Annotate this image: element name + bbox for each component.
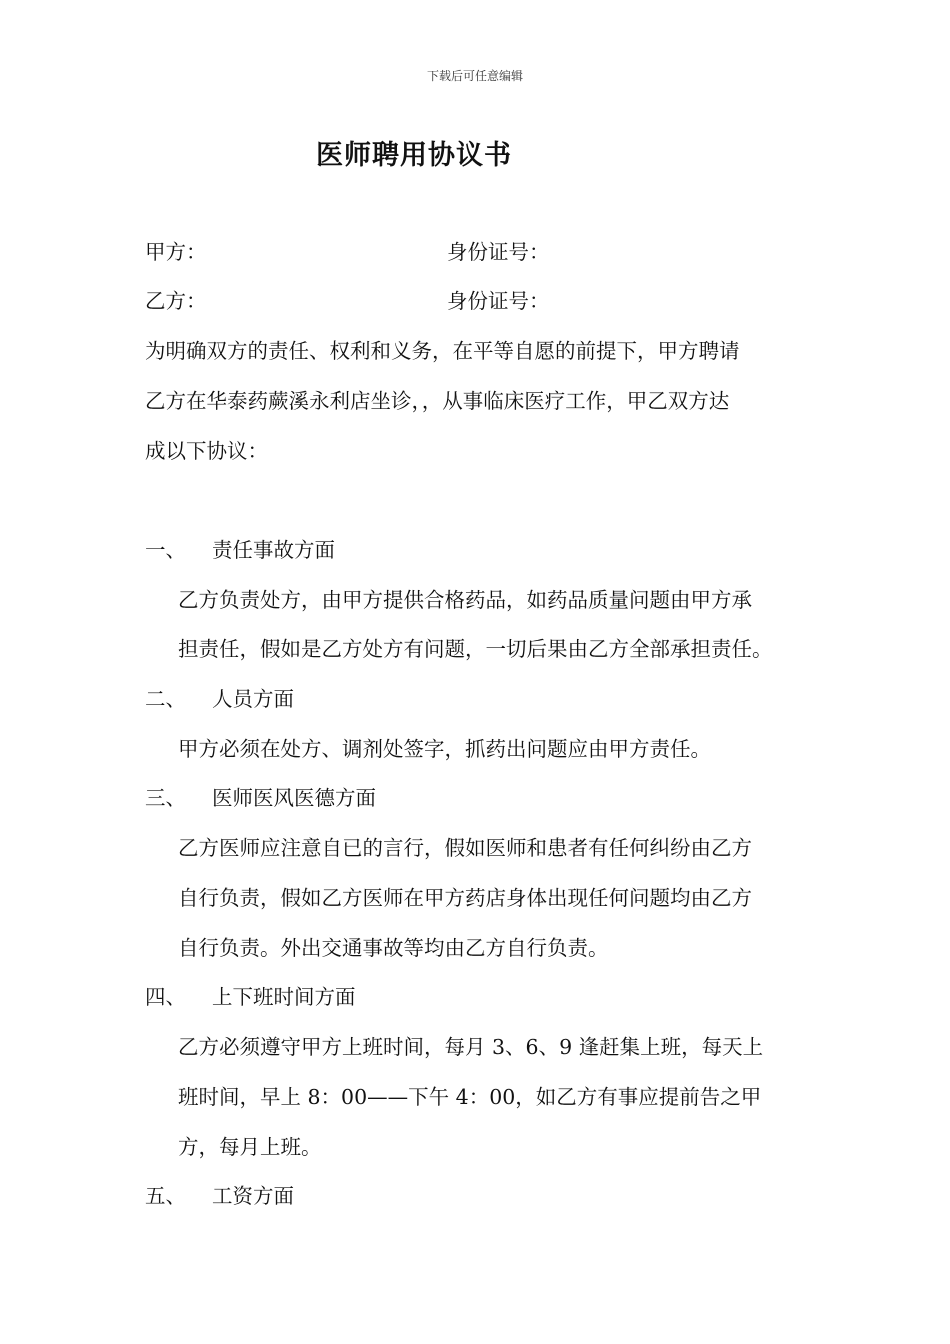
intro-line: 成以下协议： [145, 439, 268, 463]
party-a-label: 甲方： [145, 240, 207, 264]
section-number: 三、 [145, 786, 186, 810]
section-title: 工资方面 [212, 1184, 294, 1208]
section-number: 二、 [145, 687, 186, 711]
section-body-line: 乙方必须遵守甲方上班时间，每月 3、6、9 逢赶集上班，每天上 [178, 1035, 764, 1059]
section-body-line: 甲方必须在处方、调剂处签字，抓药出问题应由甲方责任。 [178, 737, 711, 761]
section-body-line: 自行负责。外出交通事故等均由乙方自行负责。 [178, 936, 609, 960]
page-header-note: 下载后可任意编辑 [426, 69, 523, 83]
party-b-id-label: 身份证号： [447, 289, 550, 313]
section-title: 医师医风医德方面 [212, 786, 376, 810]
section-body-line: 自行负责，假如乙方医师在甲方药店身体出现任何问题均由乙方 [178, 886, 752, 910]
section-title: 人员方面 [212, 687, 294, 711]
section-body-line: 班时间，早上 8：00——下午 4：00，如乙方有事应提前告之甲 [178, 1085, 762, 1109]
section-title: 上下班时间方面 [212, 985, 356, 1009]
intro-line: 为明确双方的责任、权利和义务，在平等自愿的前提下，甲方聘请 [145, 339, 740, 363]
section-body-line: 乙方负责处方，由甲方提供合格药品，如药品质量问题由甲方承 [178, 588, 752, 612]
section-body-line: 乙方医师应注意自已的言行，假如医师和患者有任何纠纷由乙方 [178, 836, 752, 860]
party-b-label: 乙方： [145, 289, 207, 313]
party-a-id-label: 身份证号： [447, 240, 550, 264]
section-title: 责任事故方面 [212, 538, 335, 562]
section-number: 一、 [145, 538, 186, 562]
section-body-line: 方，每月上班。 [178, 1135, 322, 1159]
section-number: 四、 [145, 985, 186, 1009]
intro-line: 乙方在华泰药蕨溪永利店坐诊，，从事临床医疗工作，甲乙双方达 [145, 389, 730, 413]
section-number: 五、 [145, 1184, 186, 1208]
document-title: 医师聘用协议书 [316, 140, 512, 171]
section-body-line: 担责任，假如是乙方处方有问题，一切后果由乙方全部承担责任。 [178, 637, 773, 661]
